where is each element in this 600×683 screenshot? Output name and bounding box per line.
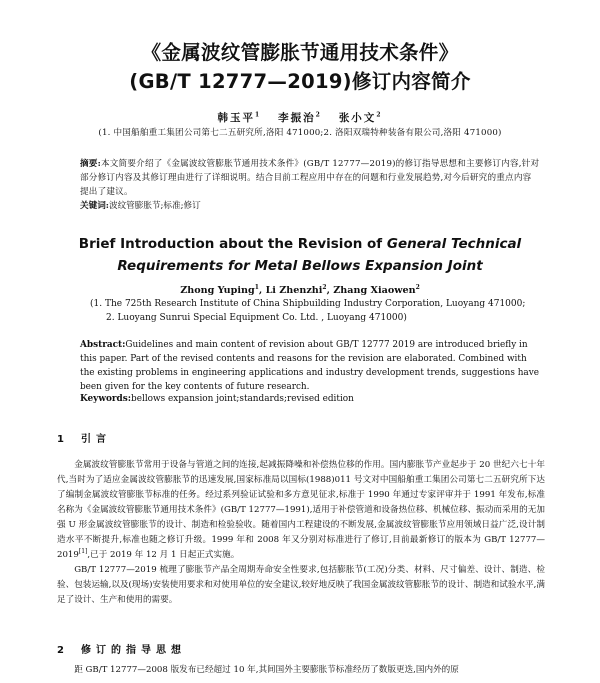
english-abstract-text: Guidelines and main content of revision about GB/T 12777 2019 are introduced briefly in this paper. Part of the revised contents and reasons for the revision are elaborated. Combined with the existing problems in engineering applications and industry development trends, suggestions have been given for the key contents of future research. xyxy=(80,340,539,392)
chinese-keywords-label: 关键词: xyxy=(80,201,109,211)
section-2-paragraph-1: 距 GB/T 12777—2008 版发布已经超过 10 年,其间国外主要膨胀节标准经历了数版更迭,国内外的原 xyxy=(74,665,459,675)
english-authors: Zhong Yuping$^1$, Li Zhenzhi$^2$, Zhang Xiaowen$^2$ xyxy=(180,283,420,296)
english-title-line-1: Brief Introduction about the Revision of General Technical xyxy=(78,236,522,252)
section-1-body xyxy=(57,458,545,608)
english-keywords-label: Keywords: xyxy=(80,394,132,404)
section-1-name: 引言 xyxy=(81,434,111,445)
chinese-authors xyxy=(0,110,600,125)
section-2-name: 修订的指导思想 xyxy=(81,645,186,656)
chinese-affiliation: (1. 中国船舶重工集团公司第七二五研究所,洛阳 471000;2. 洛阳双瑞特种装备有限公司,洛阳 471000) xyxy=(98,128,502,138)
author-cn-2: 李振治$^2$ xyxy=(278,111,322,124)
english-abstract xyxy=(80,338,540,394)
english-title-line-2: Requirements for Metal Bellows Expansion Joint xyxy=(117,258,483,274)
author-en-3: Zhang Xiaowen$^2$ xyxy=(333,283,420,296)
chinese-title-line-2: (GB/T 12777—2019)修订内容简介 xyxy=(129,70,471,93)
section-1-heading xyxy=(57,430,111,445)
chinese-abstract-label: 摘要: xyxy=(80,159,101,169)
chinese-abstract xyxy=(80,157,540,199)
author-en-1: Zhong Yuping$^1$ xyxy=(180,283,259,296)
chinese-title xyxy=(40,38,560,96)
english-abstract-label: Abstract: xyxy=(80,340,126,350)
section-2-heading xyxy=(57,641,186,656)
english-keywords xyxy=(80,394,540,404)
chinese-keywords xyxy=(80,199,540,211)
english-keywords-text: bellows expansion joint;standards;revised edition xyxy=(131,394,354,404)
english-affiliation-line-2: 2. Luoyang Sunrui Special Equipment Co. Ltd. , Luoyang 471000) xyxy=(106,313,407,323)
section-1-paragraph-1: 金属波纹管膨胀节常用于设备与管道之间的连接,起减振降噪和补偿热位移的作用。国内膨胀节产业起步于 20 世纪六七十年代,当时为了适应金属波纹管膨胀节的迅速发展,国家标准局以国标(1988)011 号文对中国船舶重工集团公司第七二五研究所下达了编制金属波纹管膨胀节标准的任务。经过系列验证试验和多方意见征求,标准于 1990 年通过专家评审并于 1991 年发布,标准名称为《金属波纹管膨胀节通用技术条件》(GB/T 12777—1991),适用于补偿管道和设备热位移、机械位移、振动而采用的无加强 U 形金属波纹管膨胀节的设计、制造和检验验收。随着国内工程建设的不断发展,金属波纹管膨胀节应用领域日益广泛,设计制造水平不断提升,标准也随之修订升级。1999 年和 2008 年又分别对标准进行了修订,目前最新修订的版本为 GB/T 12777—2019[1],已于 2019 年 12 月 1 日起正式实施。 xyxy=(57,460,545,560)
chinese-title-line-1: 《金属波纹管膨胀节通用技术条件》 xyxy=(141,41,459,64)
section-1-paragraph-2: GB/T 12777—2019 梳理了膨胀节产品全周期寿命安全性要求,包括膨胀节(工况)分类、材料、尺寸偏差、设计、制造、检验、包装运输,以及(现场)安装使用要求和对使用单位的安全建议,较好地反映了我国金属波纹管膨胀节的设计、制造和试验水平,满足了设计、生产和使用的需要。 xyxy=(57,565,545,605)
author-cn-1: 韩玉平$^1$ xyxy=(217,111,262,124)
section-1-number: 1 xyxy=(57,434,64,445)
english-affiliation-line-1: (1. The 725th Research Institute of China Shipbuilding Industry Corporation, Luoyang 471000; xyxy=(90,299,526,309)
section-2-body xyxy=(57,663,545,678)
english-title xyxy=(40,233,560,277)
author-cn-3: 张小文$^2$ xyxy=(338,111,383,124)
section-2-number: 2 xyxy=(57,645,64,656)
chinese-keywords-text: 波纹管膨胀节;标准;修订 xyxy=(108,201,201,211)
author-en-2: Li Zhenzhi$^2$ xyxy=(265,283,327,296)
chinese-abstract-text: 本文简要介绍了《金属波纹管膨胀节通用技术条件》(GB/T 12777—2019)的修订指导思想和主要修订内容,针对部分修订内容及其修订理由进行了详细说明。结合目前工程应用中存在的问题和行业发展趋势,对今后研究的重点内容提出了建议。 xyxy=(80,159,540,197)
english-affiliation xyxy=(90,297,550,325)
